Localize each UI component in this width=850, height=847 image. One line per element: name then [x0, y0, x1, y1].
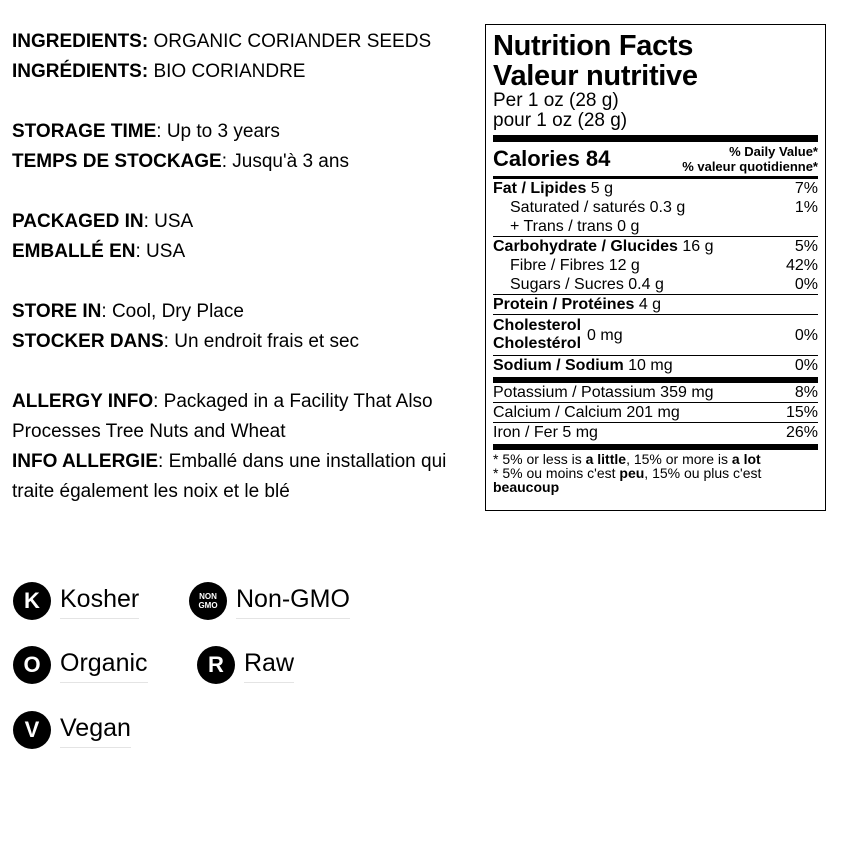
- packaged-in-line: [12, 207, 472, 237]
- non-gmo-badge: [189, 581, 350, 621]
- storage-time-fr-value: : Jusqu'à 3 ans: [221, 151, 349, 172]
- store-in-line: [12, 297, 472, 327]
- store-in-fr-value: : Un endroit frais et sec: [163, 331, 360, 352]
- carbohydrate-name: Carbohydrate / Glucides: [493, 238, 678, 255]
- sodium-name: Sodium / Sodium: [493, 357, 624, 374]
- allergy-fr-value: : Emballé dans une installation qui traite également les noix et le blé: [12, 451, 447, 502]
- organic-icon: O: [13, 646, 51, 684]
- sugars-row: [493, 275, 818, 294]
- store-in-label: STORE IN: [12, 301, 102, 322]
- fibre-name: Fibre / Fibres 12 g: [510, 257, 640, 274]
- calcium-dv: 15%: [785, 404, 818, 421]
- storage-time-fr-label: TEMPS DE STOCKAGE: [12, 151, 222, 172]
- fibre-row: [493, 256, 818, 275]
- daily-value-header: [682, 144, 818, 174]
- organic-label: Organic: [60, 648, 148, 683]
- sugars-name: Sugars / Sucres 0.4 g: [510, 276, 664, 293]
- allergy-line: [12, 387, 472, 447]
- sodium-amount: 10 mg: [623, 357, 673, 374]
- kosher-icon: K: [13, 582, 51, 620]
- protein-amount: 4 g: [634, 296, 662, 313]
- allergy-value: : Packaged in a Facility That Also Processes Tree Nuts and Wheat: [12, 391, 433, 442]
- raw-icon: R: [197, 646, 235, 684]
- calcium-name: Calcium / Calcium 201 mg: [493, 404, 680, 421]
- footnote-fr: * 5% ou moins c'est peu, 15% ou plus c'est beaucoup: [493, 465, 762, 495]
- sugars-dv: 0%: [794, 276, 818, 293]
- cholesterol-dv: 0%: [794, 326, 818, 344]
- packaged-in-fr-value: : USA: [135, 241, 186, 262]
- storage-time-line: [12, 117, 472, 147]
- iron-row: [493, 423, 818, 442]
- serving-size-en: Per 1 oz (28 g): [493, 90, 619, 111]
- organic-badge: [13, 645, 148, 685]
- carbohydrate-amount: 16 g: [677, 238, 714, 255]
- footnote: [493, 450, 818, 494]
- cholesterol-name-fr: Cholestérol: [493, 335, 582, 352]
- calcium-row: [493, 403, 818, 422]
- non-gmo-label: Non-GMO: [236, 584, 350, 619]
- store-in-fr-line: [12, 327, 472, 357]
- iron-name: Iron / Fer 5 mg: [493, 424, 598, 441]
- storage-time-value: : Up to 3 years: [156, 121, 280, 142]
- packaged-in-fr-line: [12, 237, 472, 267]
- ingredients-label: INGREDIENTS:: [12, 31, 149, 52]
- divider: [493, 135, 818, 142]
- storage-time-fr-line: [12, 147, 472, 177]
- potassium-dv: 8%: [794, 384, 818, 401]
- fat-row: [493, 179, 818, 198]
- calories-label: Calories 84: [493, 146, 611, 171]
- raw-label: Raw: [244, 648, 294, 683]
- fat-dv: 7%: [794, 180, 818, 197]
- non-gmo-icon-bottom: GMO: [198, 601, 218, 610]
- allergy-fr-label: INFO ALLERGIE: [12, 451, 159, 472]
- vegan-label: Vegan: [60, 713, 131, 748]
- fat-amount: 5 g: [586, 180, 614, 197]
- packaged-in-fr-label: EMBALLÉ EN: [12, 241, 136, 262]
- cholesterol-amount: 0 mg: [587, 326, 623, 344]
- store-in-fr-label: STOCKER DANS: [12, 331, 164, 352]
- kosher-label: Kosher: [60, 584, 139, 619]
- carbohydrate-dv: 5%: [794, 238, 818, 255]
- cholesterol-row: [493, 315, 818, 355]
- packaged-in-label: PACKAGED IN: [12, 211, 144, 232]
- cholesterol-name: [493, 317, 581, 353]
- iron-dv: 26%: [785, 424, 818, 441]
- packaged-in-value: : USA: [143, 211, 194, 232]
- serving-size-fr: pour 1 oz (28 g): [493, 110, 628, 131]
- protein-name: Protein / Protéines: [493, 296, 635, 313]
- trans-row: [493, 217, 818, 236]
- ingredients-fr-label: INGRÉDIENTS:: [12, 61, 149, 82]
- raw-badge: [197, 645, 294, 685]
- allergy-label: ALLERGY INFO: [12, 391, 154, 412]
- potassium-name: Potassium / Potassium 359 mg: [493, 384, 714, 401]
- non-gmo-icon: [189, 582, 227, 620]
- sodium-row: [493, 356, 818, 375]
- store-in-value: : Cool, Dry Place: [101, 301, 244, 322]
- vegan-icon: V: [13, 711, 51, 749]
- calories-row: [493, 142, 818, 176]
- ingredients-value: ORGANIC CORIANDER SEEDS: [148, 31, 432, 52]
- nutrition-facts-panel: [485, 24, 826, 511]
- saturated-name: Saturated / saturés 0.3 g: [510, 199, 686, 216]
- ingredients-fr-line: [12, 57, 472, 87]
- vegan-badge: [13, 710, 131, 750]
- kosher-badge: [13, 581, 139, 621]
- saturated-dv: 1%: [794, 199, 818, 216]
- dv-header-fr: % valeur quotidienne*: [682, 159, 818, 174]
- sodium-dv: 0%: [794, 357, 818, 374]
- protein-row: [493, 295, 818, 314]
- product-info: [12, 27, 472, 507]
- non-gmo-icon-top: NON: [199, 592, 217, 601]
- carbohydrate-row: [493, 237, 818, 256]
- storage-time-label: STORAGE TIME: [12, 121, 157, 142]
- cholesterol-name-en: Cholesterol: [493, 317, 582, 334]
- allergy-fr-line: [12, 447, 472, 507]
- fibre-dv: 42%: [785, 257, 818, 274]
- ingredients-fr-value: BIO CORIANDRE: [148, 61, 306, 82]
- nutrition-title-fr: Valeur nutritive: [493, 60, 698, 92]
- footnote-en: * 5% or less is a little, 15% or more is a lot: [493, 451, 761, 467]
- nutrition-title-en: Nutrition Facts: [493, 30, 694, 62]
- saturated-row: [493, 198, 818, 217]
- potassium-row: [493, 383, 818, 402]
- dv-header-en: % Daily Value*: [729, 144, 818, 159]
- ingredients-line: [12, 27, 472, 57]
- fat-name: Fat / Lipides: [493, 180, 587, 197]
- trans-name: + Trans / trans 0 g: [510, 218, 640, 235]
